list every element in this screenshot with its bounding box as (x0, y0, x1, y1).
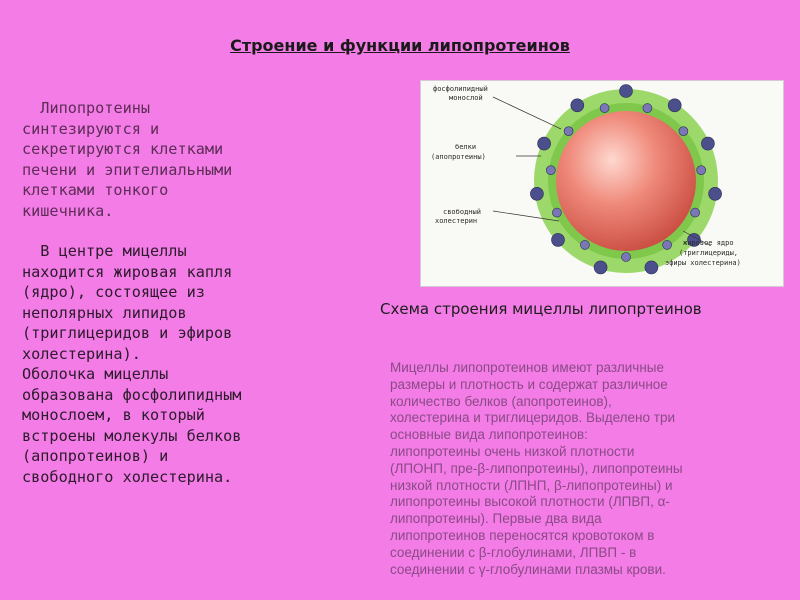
cholesterol-particle (679, 127, 688, 136)
cholesterol-particle (663, 240, 672, 249)
cholesterol-particle (564, 127, 573, 136)
lipid-core (556, 111, 696, 251)
protein-particle (620, 85, 633, 98)
cholesterol-particle (546, 166, 555, 175)
cholesterol-particle (691, 208, 700, 217)
protein-particle (668, 99, 681, 112)
cholesterol-particle (622, 253, 631, 262)
protein-particle (552, 233, 565, 246)
left-text-block (22, 98, 322, 487)
cholesterol-particle (580, 240, 589, 249)
protein-particle (538, 137, 551, 150)
label-free-chol-2: холестерин (435, 217, 478, 225)
label-core-3: эфиры холестерина) (665, 259, 741, 267)
label-proteins-2: (апопротеины) (431, 153, 486, 161)
label-phospholipid-2: монослой (449, 94, 483, 102)
paragraph-gap (22, 221, 322, 241)
left-paragraph-synthesis: Липопротеины синтезируются и секретируются клетками печени и эпителиальными клетками тонкого кишечника. (22, 99, 233, 220)
micelle-diagram (420, 80, 784, 287)
protein-particle (530, 187, 543, 200)
protein-particle (709, 187, 722, 200)
protein-particle (645, 261, 658, 274)
micelle-svg (421, 81, 783, 286)
label-core-2: (триглицериды, (679, 249, 739, 257)
label-core-1: жировое ядро (683, 239, 734, 247)
slide-title: Строение и функции липопротеинов (230, 36, 570, 55)
cholesterol-particle (643, 104, 652, 113)
protein-particle (701, 137, 714, 150)
protein-particle (594, 261, 607, 274)
figure-caption: Схема строения мицеллы липопртеинов (380, 300, 702, 318)
cholesterol-particle (697, 166, 706, 175)
label-phospholipid-1: фосфолипидный (433, 85, 488, 93)
cholesterol-particle (600, 104, 609, 113)
left-paragraph-structure: В центре мицеллы находится жировая капля (ядро), состоящее из неполярных липидов (триглицеридов и эфиров холестерина). Оболочка мицеллы образована фосфолипидным монослоем, в который встроены молекулы белков (апопротеинов) и свободного холестерина. (22, 242, 242, 486)
protein-particle (571, 99, 584, 112)
label-free-chol-1: свободный (443, 208, 481, 216)
label-proteins-1: белки (455, 143, 477, 151)
cholesterol-particle (552, 208, 561, 217)
right-paragraph: Мицеллы липопротеинов имеют различные размеры и плотность и содержат различное количество белков (апопротеинов), холестерина и триглицеридов. Выделено три основные вида липопротеинов: липопротеины очень низкой плотности (ЛПОНП, пре-β-липопротеины), липопротеины низкой плотности (ЛПНП, β-липопротеины) и липопротеины высокой плотности (ЛПВП, α- липопротеины). Первые два вида липопротеинов переносятся кровотоком в соединении с β-глобулинами, ЛПВП - в соединении с γ-глобулинами плазмы крови. (390, 360, 683, 577)
